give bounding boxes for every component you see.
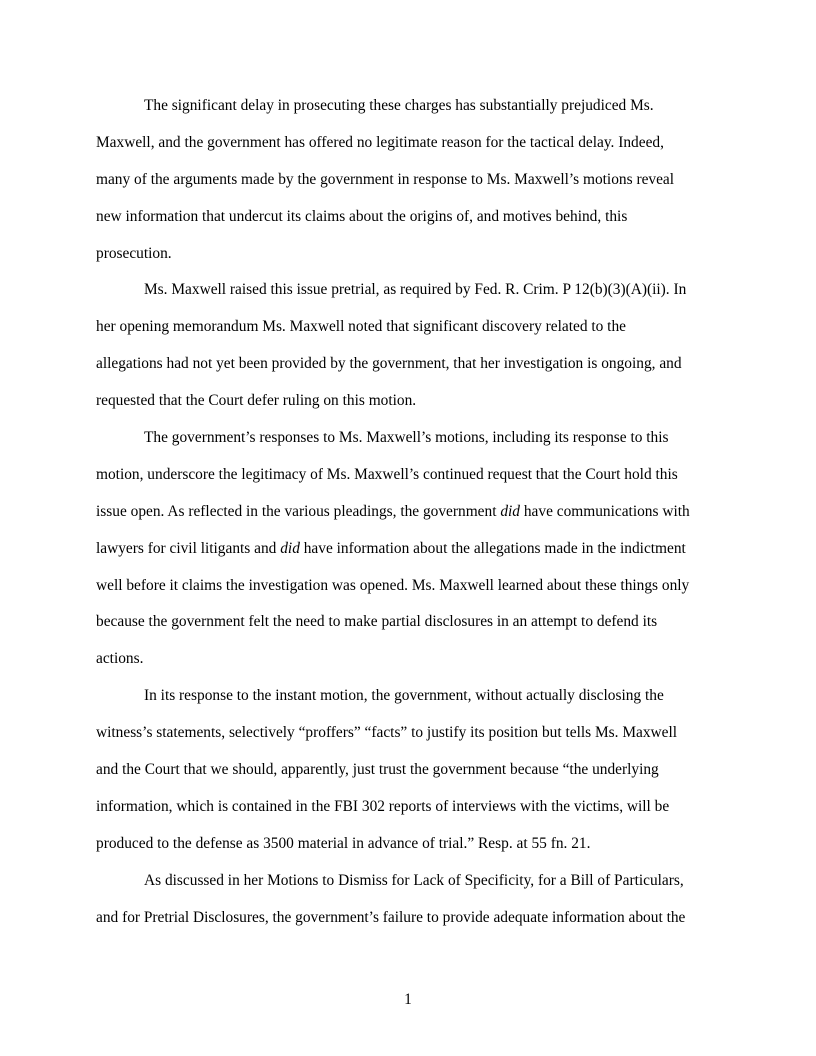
paragraph-1-line-4: new information that undercut its claims about the origins of, and motives behind, this (96, 207, 628, 225)
paragraph-2-line-4: requested that the Court defer ruling on this motion. (96, 392, 417, 410)
paragraph-4-line-5: produced to the defense as 3500 material in advance of trial.” Resp. at 55 fn. 21. (96, 834, 591, 852)
page-number: 1 (404, 991, 412, 1008)
emphasis-did: did (500, 502, 520, 520)
paragraph-2-line-3: allegations had not yet been provided by the government, that her investigation is ongoing, and (96, 355, 682, 373)
paragraph-3-line-7: actions. (96, 650, 144, 668)
paragraph-3-line-1: The government’s responses to Ms. Maxwell’s motions, including its response to this (144, 429, 669, 447)
paragraph-1-line-3: many of the arguments made by the government in response to Ms. Maxwell’s motions reveal (96, 170, 675, 188)
paragraph-4-line-4: information, which is contained in the FBI 302 reports of interviews with the victims, will be (96, 797, 670, 815)
paragraph-1-line-1: The significant delay in prosecuting these charges has substantially prejudiced Ms. (144, 97, 654, 114)
paragraph-3-line-4: lawyers for civil litigants and did have information about the allegations made in the indictment (96, 539, 686, 557)
paragraph-3-line-6: because the government felt the need to make partial disclosures in an attempt to defend its (96, 613, 658, 631)
paragraph-2-line-1: Ms. Maxwell raised this issue pretrial, as required by Fed. R. Crim. P 12(b)(3)(A)(ii). In (144, 281, 687, 299)
paragraph-5-line-2: and for Pretrial Disclosures, the government’s failure to provide adequate information about the (96, 908, 686, 926)
paragraph-5-line-1: As discussed in her Motions to Dismiss for Lack of Specificity, for a Bill of Particulars, (144, 871, 684, 889)
paragraph-1-line-2: Maxwell, and the government has offered no legitimate reason for the tactical delay. Indeed, (96, 133, 664, 151)
paragraph-1-line-5: prosecution. (96, 244, 172, 262)
paragraph-3-line-2: motion, underscore the legitimacy of Ms. Maxwell’s continued request that the Court hold this (96, 465, 678, 483)
paragraph-4-line-3: and the Court that we should, apparently, just trust the government because “the underlying (96, 761, 659, 779)
paragraph-3-line-3: issue open. As reflected in the various pleadings, the government did have communications with (96, 502, 690, 520)
emphasis-did: did (280, 539, 300, 557)
paragraph-2-line-2: her opening memorandum Ms. Maxwell noted that significant discovery related to the (96, 318, 626, 336)
paragraph-4-line-1: In its response to the instant motion, the government, without actually disclosing the (144, 687, 664, 705)
document-body (96, 94, 720, 942)
paragraph-3-line-5: well before it claims the investigation was opened. Ms. Maxwell learned about these things only (96, 576, 690, 594)
paragraph-4-line-2: witness’s statements, selectively “proffers” “facts” to justify its position but tells Ms. Maxwell (96, 724, 678, 742)
